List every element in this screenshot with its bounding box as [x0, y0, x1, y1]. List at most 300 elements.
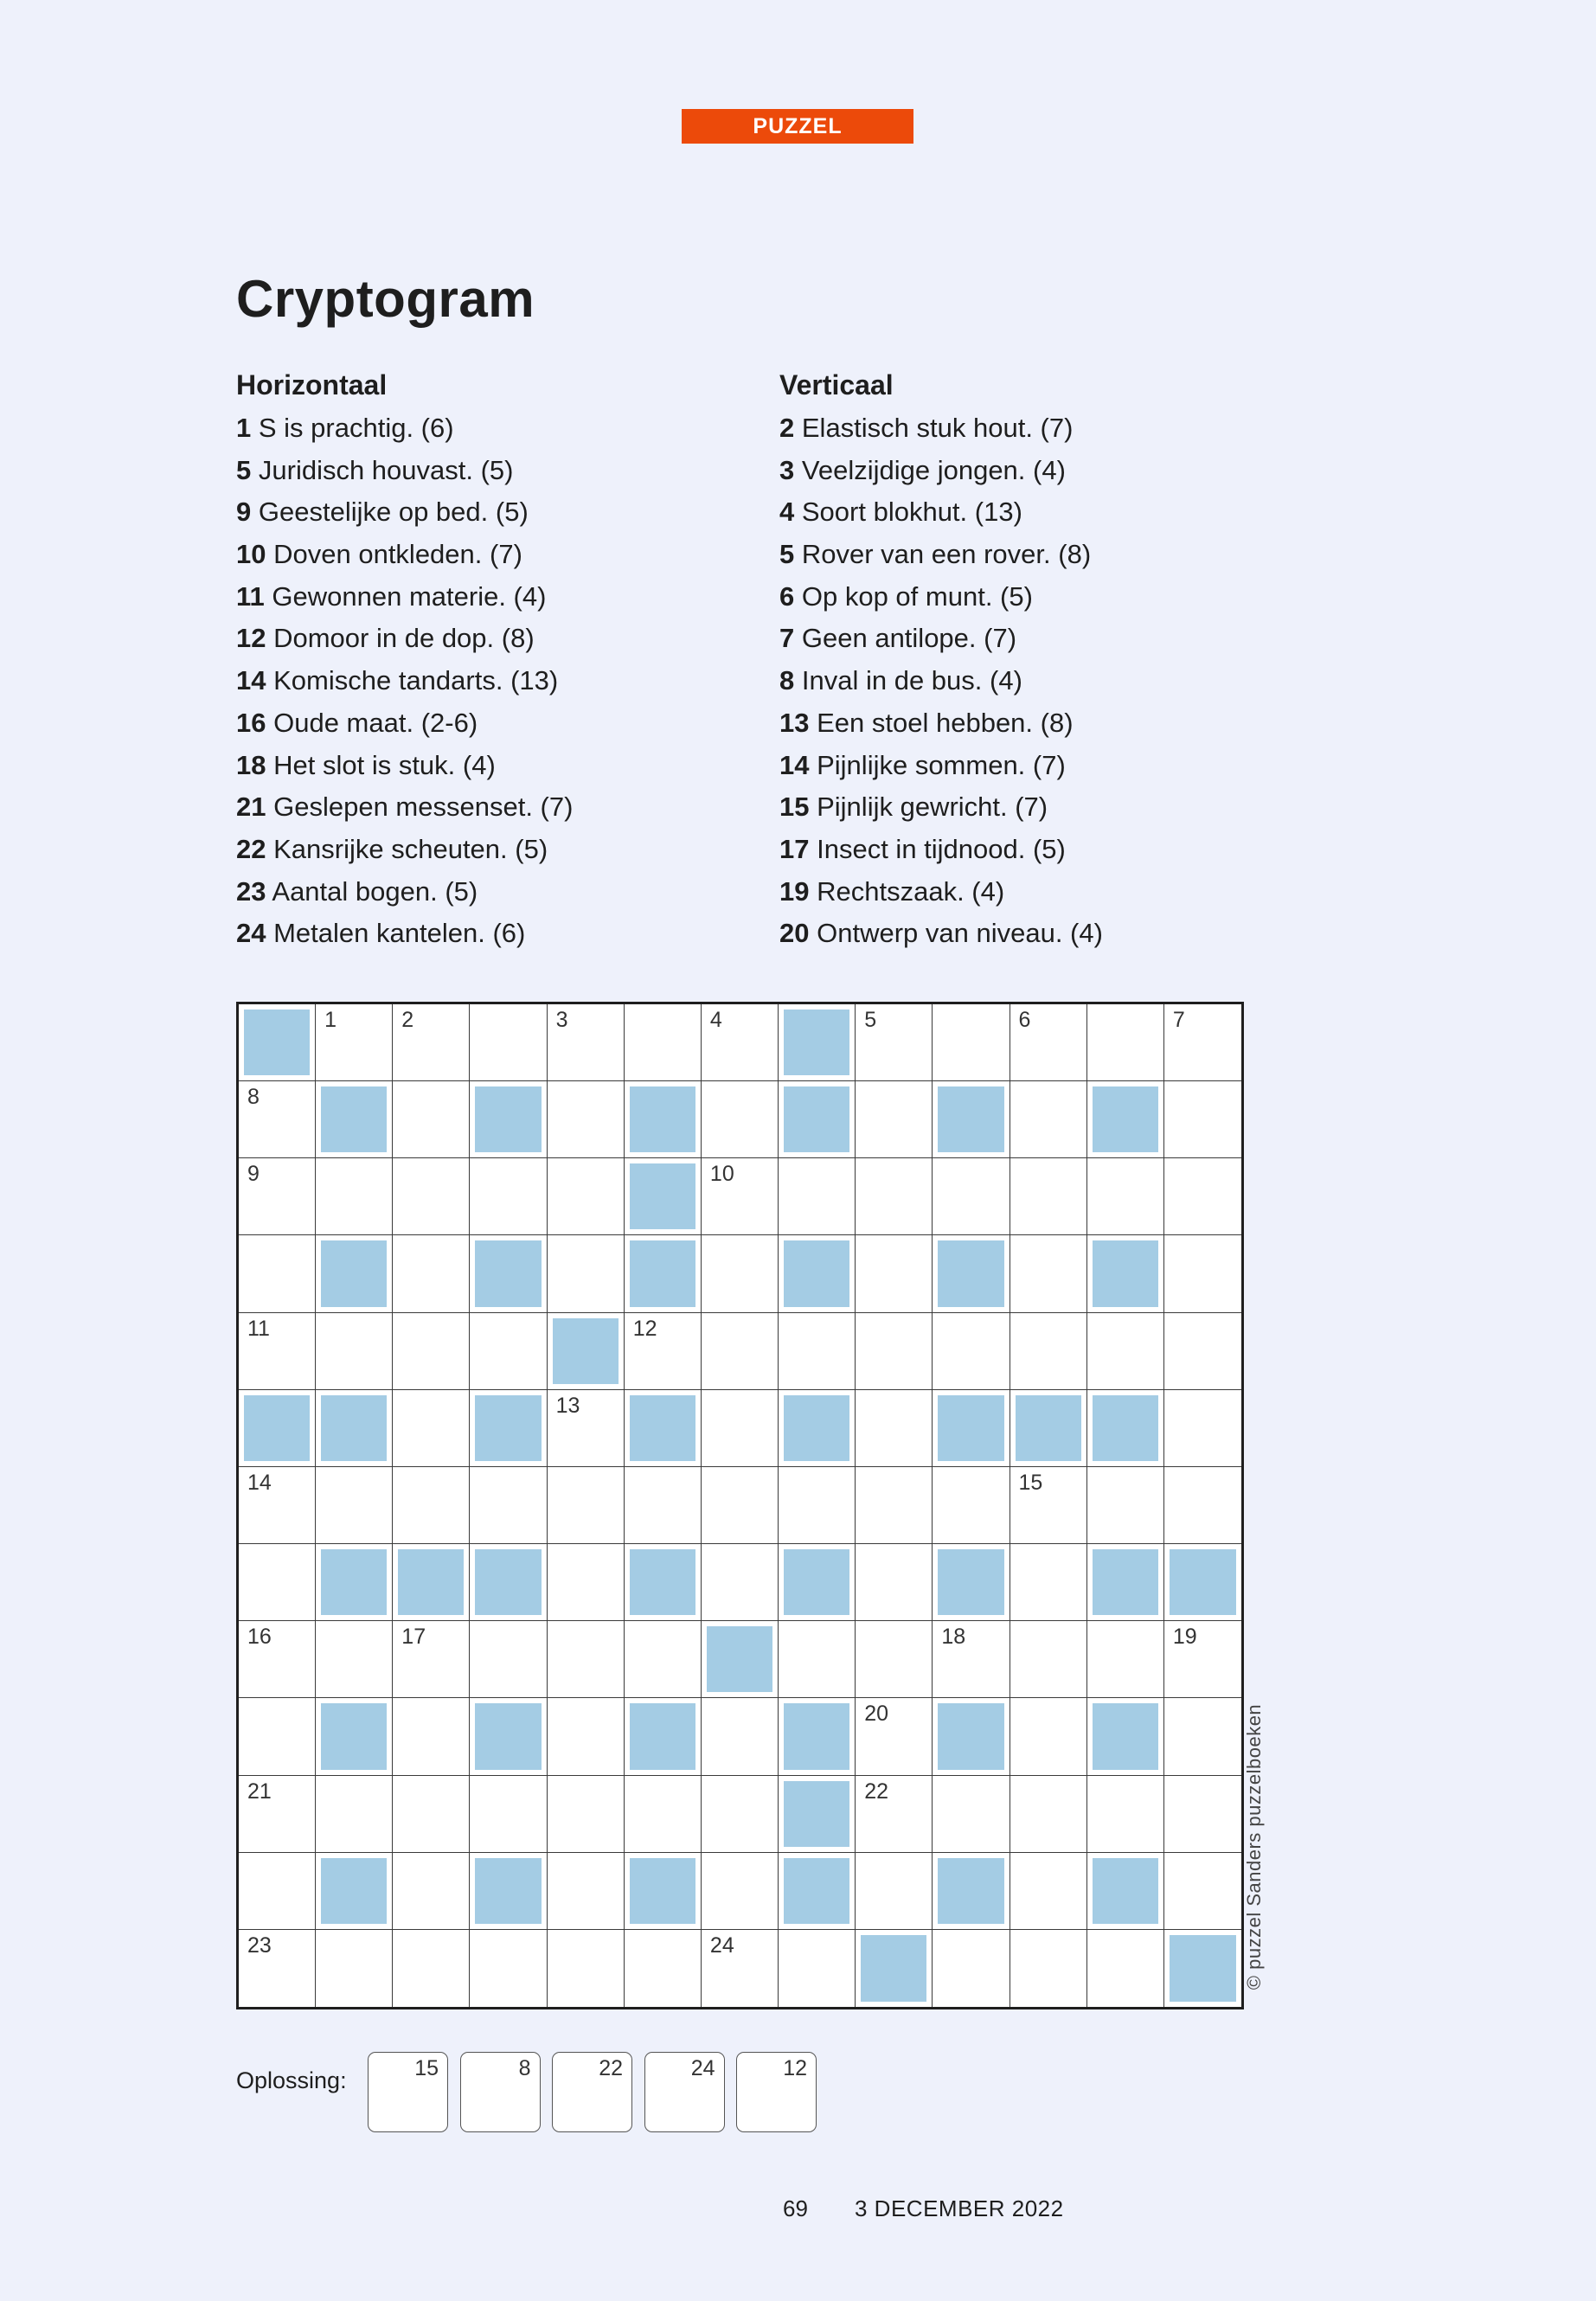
cell-number: 11	[247, 1316, 270, 1341]
grid-cell[interactable]	[702, 1544, 779, 1621]
grid-block	[1087, 1698, 1164, 1775]
grid-cell[interactable]	[1010, 1467, 1087, 1544]
grid-cell[interactable]	[702, 1467, 779, 1544]
grid-block	[779, 1698, 856, 1775]
clue-number: 22	[236, 833, 266, 864]
block-fill	[630, 1163, 695, 1229]
grid-cell[interactable]	[548, 1390, 625, 1467]
solution-box[interactable]	[736, 2052, 817, 2132]
clue-item	[779, 913, 1103, 955]
solution-box-number: 15	[414, 2056, 439, 2080]
grid-cell[interactable]	[1087, 1158, 1164, 1235]
cell-number: 20	[864, 1702, 889, 1727]
grid-cell[interactable]	[470, 1158, 547, 1235]
clue-item	[779, 450, 1103, 492]
block-fill	[321, 1858, 387, 1924]
grid-block	[1010, 1390, 1087, 1467]
clue-text: Rechtszaak. (4)	[817, 875, 1005, 907]
clue-number: 21	[236, 792, 266, 823]
grid-cell[interactable]	[625, 1467, 702, 1544]
grid-cell[interactable]	[548, 1776, 625, 1853]
grid-cell[interactable]	[316, 1467, 393, 1544]
grid-cell[interactable]	[702, 1004, 779, 1081]
section-badge: PUZZEL	[682, 109, 913, 144]
grid-block	[625, 1235, 702, 1312]
block-fill	[321, 1395, 387, 1461]
clue-number: 5	[236, 454, 252, 485]
clue-text: Geen antilope. (7)	[801, 623, 1017, 654]
grid-block	[779, 1776, 856, 1853]
cell-number: 7	[1172, 1008, 1185, 1032]
grid-cell[interactable]	[933, 1313, 1010, 1390]
clue-text: Doven ontkleden. (7)	[273, 539, 522, 570]
grid-cell[interactable]	[779, 1313, 856, 1390]
grid-cell[interactable]	[625, 1004, 702, 1081]
clues-vertical-heading: Verticaal	[779, 369, 894, 401]
clue-item	[236, 618, 573, 660]
clue-text: S is prachtig. (6)	[258, 413, 454, 443]
grid-cell[interactable]	[1010, 1698, 1087, 1775]
clue-number: 19	[779, 875, 810, 907]
grid-cell[interactable]	[470, 1776, 547, 1853]
grid-cell[interactable]	[1087, 1004, 1164, 1081]
grid-cell[interactable]	[933, 1776, 1010, 1853]
clue-text: Juridisch houvast. (5)	[258, 454, 514, 485]
clue-text: Oude maat. (2-6)	[273, 707, 478, 738]
block-fill	[784, 1009, 849, 1075]
grid-cell[interactable]	[856, 1698, 933, 1775]
grid-cell[interactable]	[1010, 1004, 1087, 1081]
grid-cell[interactable]	[779, 1158, 856, 1235]
grid-cell[interactable]	[625, 1621, 702, 1698]
clue-item	[779, 702, 1103, 745]
grid-block	[316, 1081, 393, 1158]
clue-item	[779, 745, 1103, 787]
clue-item	[779, 576, 1103, 619]
block-fill	[321, 1703, 387, 1769]
block-fill	[475, 1703, 541, 1769]
block-fill	[784, 1086, 849, 1152]
cell-number: 10	[709, 1162, 734, 1187]
block-fill	[321, 1240, 387, 1306]
grid-cell[interactable]	[239, 1544, 316, 1621]
grid-cell[interactable]	[702, 1313, 779, 1390]
grid-cell[interactable]	[548, 1698, 625, 1775]
grid-cell[interactable]	[702, 1390, 779, 1467]
cell-number: 3	[555, 1008, 568, 1032]
grid-cell[interactable]	[779, 1930, 856, 2007]
grid-cell[interactable]	[393, 1158, 470, 1235]
clue-item	[236, 407, 573, 450]
grid-cell[interactable]	[393, 1004, 470, 1081]
clue-number: 1	[236, 413, 252, 443]
block-fill	[1170, 1935, 1236, 2002]
clue-item	[779, 407, 1103, 450]
clue-text: Rover van een rover. (8)	[801, 539, 1092, 570]
grid-cell[interactable]	[239, 1313, 316, 1390]
grid-block	[316, 1235, 393, 1312]
clue-number: 16	[236, 707, 266, 738]
issue-date: 3 DECEMBER 2022	[855, 2195, 1064, 2221]
grid-block	[316, 1698, 393, 1775]
block-fill	[784, 1703, 849, 1769]
cell-number: 22	[864, 1779, 889, 1804]
grid-cell[interactable]	[1010, 1158, 1087, 1235]
cell-number: 1	[324, 1008, 337, 1032]
clue-text: Op kop of munt. (5)	[801, 580, 1033, 612]
grid-block	[239, 1004, 316, 1081]
clues-horizontal	[236, 366, 573, 955]
clue-text: Een stoel hebben. (8)	[817, 707, 1074, 738]
grid-cell[interactable]	[1164, 1313, 1241, 1390]
grid-cell[interactable]	[856, 1544, 933, 1621]
solution-box[interactable]	[644, 2052, 725, 2132]
grid-block	[1164, 1544, 1241, 1621]
block-fill	[630, 1086, 695, 1152]
cell-number: 24	[709, 1932, 734, 1958]
grid-block	[779, 1390, 856, 1467]
clue-item	[236, 745, 573, 787]
grid-cell[interactable]	[548, 1930, 625, 2007]
grid-cell[interactable]	[1010, 1313, 1087, 1390]
cell-number: 16	[247, 1625, 272, 1650]
clue-text: Inval in de bus. (4)	[801, 665, 1022, 696]
grid-cell[interactable]	[1010, 1776, 1087, 1853]
grid-block	[779, 1235, 856, 1312]
grid-block	[1087, 1390, 1164, 1467]
grid-block	[933, 1853, 1010, 1930]
grid-block	[1087, 1544, 1164, 1621]
cell-number: 8	[247, 1085, 260, 1110]
grid-block	[625, 1081, 702, 1158]
block-fill	[630, 1549, 695, 1615]
clue-text: Insect in tijdnood. (5)	[817, 833, 1066, 864]
grid-cell[interactable]	[393, 1313, 470, 1390]
grid-block	[470, 1698, 547, 1775]
grid-cell[interactable]	[1164, 1158, 1241, 1235]
block-fill	[784, 1549, 849, 1615]
block-fill	[938, 1395, 1003, 1461]
grid-cell[interactable]	[933, 1467, 1010, 1544]
block-fill	[938, 1703, 1003, 1769]
grid-cell[interactable]	[470, 1004, 547, 1081]
clue-item	[236, 534, 573, 576]
grid-cell[interactable]	[393, 1390, 470, 1467]
grid-cell[interactable]	[393, 1698, 470, 1775]
grid-cell[interactable]	[316, 1621, 393, 1698]
grid-cell[interactable]	[856, 1158, 933, 1235]
grid-block	[933, 1544, 1010, 1621]
copyright-notice: © puzzel Sanders puzzelboeken	[1243, 1703, 1265, 1990]
clue-number: 13	[779, 707, 810, 738]
clue-text: Veelzijdige jongen. (4)	[801, 454, 1066, 485]
grid-block	[1087, 1235, 1164, 1312]
grid-cell[interactable]	[239, 1081, 316, 1158]
block-fill	[1093, 1703, 1158, 1769]
grid-cell[interactable]	[548, 1158, 625, 1235]
grid-cell[interactable]	[239, 1467, 316, 1544]
grid-cell[interactable]	[1164, 1390, 1241, 1467]
clue-text: Domoor in de dop. (8)	[273, 623, 535, 654]
block-fill	[475, 1240, 541, 1306]
clue-text: Pijnlijk gewricht. (7)	[817, 792, 1048, 823]
clue-item	[236, 913, 573, 955]
grid-cell[interactable]	[1087, 1776, 1164, 1853]
grid-cell[interactable]	[393, 1776, 470, 1853]
clue-number: 2	[779, 413, 795, 443]
clue-number: 23	[236, 875, 266, 907]
grid-cell[interactable]	[548, 1081, 625, 1158]
clues-horizontal-heading: Horizontaal	[236, 369, 388, 401]
clue-item	[236, 660, 573, 702]
grid-cell[interactable]	[702, 1853, 779, 1930]
grid-block	[1164, 1930, 1241, 2007]
grid-cell[interactable]	[393, 1930, 470, 2007]
grid-block	[625, 1158, 702, 1235]
clue-item	[236, 491, 573, 534]
block-fill	[475, 1086, 541, 1152]
grid-cell[interactable]	[702, 1776, 779, 1853]
clue-number: 20	[779, 918, 810, 949]
grid-cell[interactable]	[1010, 1930, 1087, 2007]
grid-block	[316, 1544, 393, 1621]
grid-cell[interactable]	[1164, 1853, 1241, 1930]
grid-block	[470, 1081, 547, 1158]
grid-cell[interactable]	[702, 1930, 779, 2007]
block-fill	[1016, 1395, 1081, 1461]
clue-text: Soort blokhut. (13)	[801, 497, 1022, 528]
cell-number: 4	[709, 1008, 722, 1032]
grid-block	[470, 1390, 547, 1467]
clue-item	[779, 618, 1103, 660]
grid-cell[interactable]	[856, 1467, 933, 1544]
grid-block	[393, 1544, 470, 1621]
grid-cell[interactable]	[779, 1621, 856, 1698]
block-fill	[321, 1086, 387, 1152]
cell-number: 5	[864, 1008, 877, 1032]
grid-cell[interactable]	[1010, 1081, 1087, 1158]
clue-text: Kansrijke scheuten. (5)	[273, 833, 548, 864]
block-fill	[630, 1395, 695, 1461]
grid-cell[interactable]	[933, 1004, 1010, 1081]
grid-cell[interactable]	[393, 1467, 470, 1544]
clue-number: 12	[236, 623, 266, 654]
clue-text: Geslepen messenset. (7)	[273, 792, 574, 823]
grid-cell[interactable]	[316, 1776, 393, 1853]
clue-item	[236, 450, 573, 492]
grid-cell[interactable]	[548, 1853, 625, 1930]
clue-number: 14	[236, 665, 266, 696]
grid-cell[interactable]	[239, 1930, 316, 2007]
grid-cell[interactable]	[239, 1235, 316, 1312]
page-number: 69	[783, 2195, 808, 2221]
clue-number: 5	[779, 539, 795, 570]
block-fill	[1093, 1549, 1158, 1615]
grid-block	[625, 1698, 702, 1775]
cell-number: 2	[401, 1008, 414, 1032]
grid-cell[interactable]	[702, 1081, 779, 1158]
clues-horizontal-list	[236, 407, 573, 955]
block-fill	[784, 1781, 849, 1847]
cell-number: 9	[247, 1162, 260, 1187]
clues-vertical-list	[779, 407, 1103, 955]
grid-cell[interactable]	[856, 1776, 933, 1853]
grid-cell[interactable]	[548, 1235, 625, 1312]
grid-cell[interactable]	[239, 1776, 316, 1853]
grid-block	[470, 1853, 547, 1930]
clue-text: Gewonnen materie. (4)	[272, 580, 547, 612]
grid-cell[interactable]	[239, 1158, 316, 1235]
page-title: Cryptogram	[236, 270, 535, 328]
clue-number: 10	[236, 539, 266, 570]
clue-text: Elastisch stuk hout. (7)	[801, 413, 1074, 443]
grid-cell[interactable]	[548, 1004, 625, 1081]
grid-cell[interactable]	[856, 1081, 933, 1158]
grid-block	[779, 1853, 856, 1930]
block-fill	[784, 1858, 849, 1924]
grid-block	[316, 1390, 393, 1467]
cell-number: 23	[247, 1932, 272, 1958]
grid-block	[933, 1235, 1010, 1312]
block-fill	[938, 1858, 1003, 1924]
block-fill	[784, 1240, 849, 1306]
grid-cell[interactable]	[470, 1313, 547, 1390]
grid-cell[interactable]	[548, 1621, 625, 1698]
grid-block	[625, 1390, 702, 1467]
grid-cell[interactable]	[1164, 1776, 1241, 1853]
block-fill	[244, 1009, 310, 1075]
grid-cell[interactable]	[625, 1930, 702, 2007]
block-fill	[244, 1395, 310, 1461]
grid-cell[interactable]	[625, 1776, 702, 1853]
solution-label: Oplossing:	[236, 2067, 347, 2093]
grid-cell[interactable]	[316, 1313, 393, 1390]
grid-cell[interactable]	[856, 1235, 933, 1312]
solution-box[interactable]	[368, 2052, 448, 2132]
grid-cell[interactable]	[856, 1313, 933, 1390]
grid-cell[interactable]	[1164, 1467, 1241, 1544]
cell-number: 12	[632, 1316, 657, 1341]
grid-block	[548, 1313, 625, 1390]
clue-item	[779, 660, 1103, 702]
grid-cell[interactable]	[702, 1698, 779, 1775]
clue-number: 8	[779, 665, 795, 696]
grid-block	[779, 1081, 856, 1158]
grid-block	[779, 1544, 856, 1621]
clue-item	[236, 786, 573, 829]
grid-cell[interactable]	[1010, 1853, 1087, 1930]
clue-number: 14	[779, 749, 810, 780]
block-fill	[1093, 1858, 1158, 1924]
grid-cell[interactable]	[1087, 1930, 1164, 2007]
grid-cell[interactable]	[316, 1158, 393, 1235]
block-fill	[1170, 1549, 1236, 1615]
grid-cell[interactable]	[393, 1853, 470, 1930]
grid-cell[interactable]	[1164, 1235, 1241, 1312]
clue-text: Het slot is stuk. (4)	[273, 749, 496, 780]
solution-box-number: 22	[599, 2056, 623, 2080]
clue-number: 4	[779, 497, 795, 528]
clue-number: 18	[236, 749, 266, 780]
grid-cell[interactable]	[702, 1158, 779, 1235]
grid-block	[625, 1544, 702, 1621]
grid-block	[933, 1081, 1010, 1158]
grid-cell[interactable]	[702, 1235, 779, 1312]
grid-cell[interactable]	[1164, 1081, 1241, 1158]
block-fill	[630, 1858, 695, 1924]
grid-cell[interactable]	[393, 1081, 470, 1158]
clue-text: Metalen kantelen. (6)	[273, 918, 526, 949]
grid-cell[interactable]	[239, 1621, 316, 1698]
grid-cell[interactable]	[933, 1158, 1010, 1235]
solution-box[interactable]	[552, 2052, 632, 2132]
clue-item	[779, 786, 1103, 829]
grid-cell[interactable]	[1164, 1621, 1241, 1698]
grid-cell[interactable]	[239, 1698, 316, 1775]
clue-text: Komische tandarts. (13)	[273, 665, 559, 696]
clue-item	[236, 576, 573, 619]
grid-block	[1087, 1081, 1164, 1158]
clue-number: 15	[779, 792, 810, 823]
grid-block	[625, 1853, 702, 1930]
block-fill	[938, 1240, 1003, 1306]
grid-cell[interactable]	[856, 1853, 933, 1930]
grid-cell[interactable]	[856, 1621, 933, 1698]
solution-box-number: 12	[783, 2056, 807, 2080]
clue-text: Pijnlijke sommen. (7)	[817, 749, 1066, 780]
clue-item	[236, 702, 573, 745]
block-fill	[1093, 1240, 1158, 1306]
block-fill	[321, 1549, 387, 1615]
grid-cell[interactable]	[1010, 1235, 1087, 1312]
grid-cell[interactable]	[548, 1467, 625, 1544]
clue-number: 17	[779, 833, 810, 864]
grid-cell[interactable]	[316, 1004, 393, 1081]
grid-block	[316, 1853, 393, 1930]
grid-cell[interactable]	[856, 1004, 933, 1081]
grid-cell[interactable]	[1164, 1004, 1241, 1081]
clue-text: Aantal bogen. (5)	[272, 875, 478, 907]
grid-block	[470, 1235, 547, 1312]
cell-number: 18	[941, 1625, 966, 1650]
grid-cell[interactable]	[1087, 1467, 1164, 1544]
grid-cell[interactable]	[856, 1390, 933, 1467]
grid-cell[interactable]	[239, 1853, 316, 1930]
grid-cell[interactable]	[470, 1930, 547, 2007]
grid-cell[interactable]	[1164, 1698, 1241, 1775]
grid-cell[interactable]	[548, 1544, 625, 1621]
grid-cell[interactable]	[625, 1313, 702, 1390]
grid-cell[interactable]	[393, 1235, 470, 1312]
grid-block	[933, 1390, 1010, 1467]
grid-cell[interactable]	[470, 1467, 547, 1544]
grid-cell[interactable]	[933, 1621, 1010, 1698]
grid-cell[interactable]	[933, 1930, 1010, 2007]
grid-cell[interactable]	[1087, 1313, 1164, 1390]
solution-box[interactable]	[460, 2052, 541, 2132]
grid-cell[interactable]	[1010, 1544, 1087, 1621]
grid-cell[interactable]	[1087, 1621, 1164, 1698]
solution-box-number: 24	[690, 2056, 715, 2080]
grid-cell[interactable]	[393, 1621, 470, 1698]
grid-cell[interactable]	[779, 1467, 856, 1544]
grid-cell[interactable]	[470, 1621, 547, 1698]
clues-vertical	[779, 366, 1103, 955]
block-fill	[475, 1858, 541, 1924]
grid-cell[interactable]	[316, 1930, 393, 2007]
grid-cell[interactable]	[1010, 1621, 1087, 1698]
clue-text: Ontwerp van niveau. (4)	[817, 918, 1103, 949]
